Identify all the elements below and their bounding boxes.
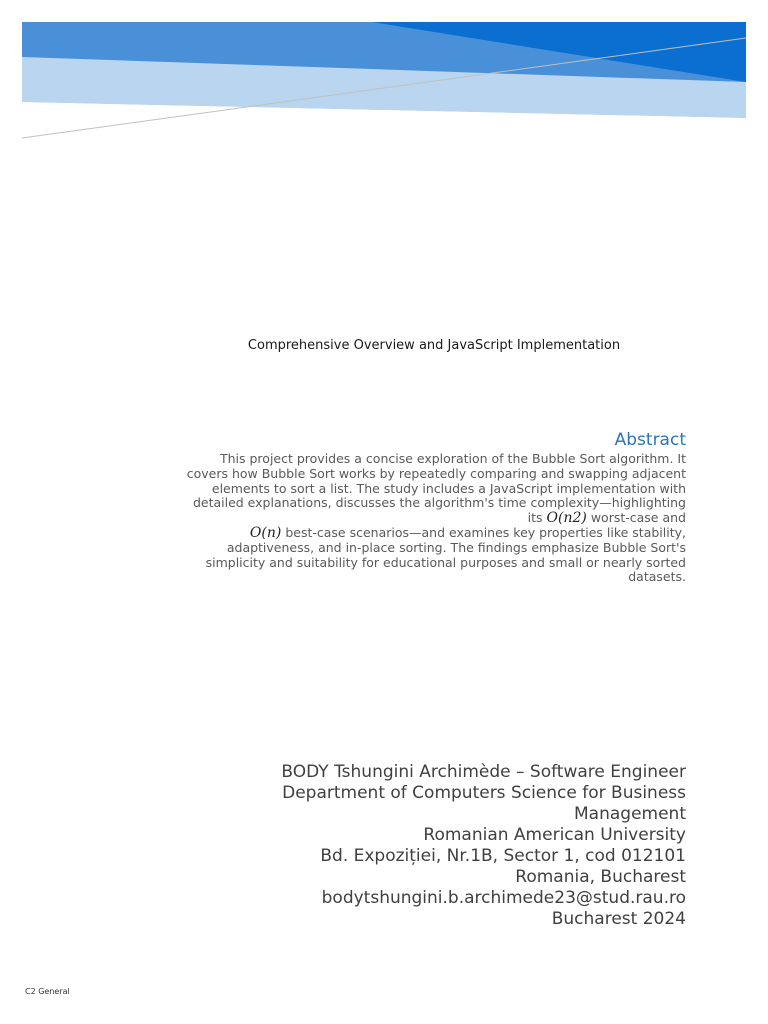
author-name-line: BODY Tshungini Archimède – Software Engineer	[281, 762, 686, 782]
abstract-text-2: worst-case and	[586, 510, 686, 526]
city-country: Romania, Bucharest	[515, 867, 686, 887]
abstract-section	[180, 430, 686, 585]
address: Bd. Expoziției, Nr.1B, Sector 1, cod 012101	[320, 846, 686, 866]
best-case-complexity: O(n)	[249, 524, 282, 541]
place-year: Bucharest 2024	[551, 909, 686, 929]
abstract-text-3: best-case scenarios—and examines key properties like stability, adaptiveness, and in-place sorting. The findings emphasize Bubble Sort's simplicity and suitability for educational purposes and small or nearly sorted datasets.	[205, 524, 686, 585]
email: bodytshungini.b.archimede23@stud.rau.ro	[321, 888, 686, 908]
abstract-text-1: This project provides a concise exploration of the Bubble Sort algorithm. It covers how Bubble Sort works by repeatedly comparing and swapping adjacent elements to sort a list. The study includes a JavaScript implementation with detailed explanations, discusses the algorithm's time complexity—highlighting its	[186, 451, 686, 526]
abstract-heading: Abstract	[614, 430, 686, 450]
document-subtitle: Comprehensive Overview and JavaScript Implementation	[247, 338, 621, 353]
worst-case-complexity: O(n2)	[546, 510, 587, 527]
department: Department of Computers Science for Business Management	[282, 783, 686, 824]
abstract-body	[180, 452, 686, 585]
classification-label: C2 General	[25, 987, 70, 996]
header-banner-graphic	[22, 22, 746, 140]
author-info-block	[180, 762, 686, 930]
university: Romanian American University	[423, 825, 686, 845]
